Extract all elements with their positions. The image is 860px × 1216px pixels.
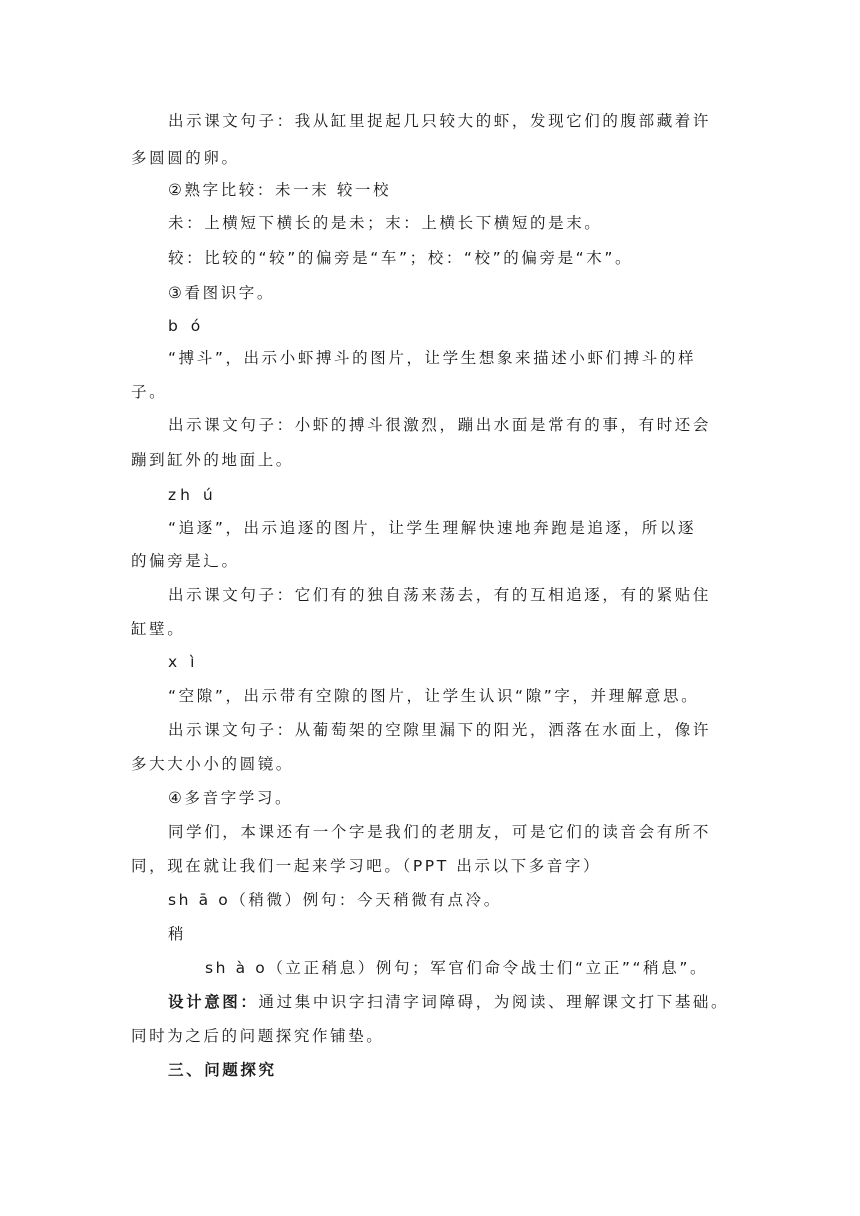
text-line: sh ā o（稍微）例句：今天稍微有点冷。 [168, 891, 502, 909]
text-line: 同，现在就让我们一起来学习吧。（PPT 出示以下多音字） [131, 857, 602, 875]
text-line: 稍 [168, 925, 187, 943]
text-line: sh à o（立正稍息）例句；军官们命令战士们“立正”“稍息”。 [205, 959, 709, 977]
text-line: “空隙”，出示带有空隙的图片，让学生认识“隙”字，并理解意思。 [168, 687, 700, 705]
text-line: 子。 [131, 383, 168, 401]
text-line: 同学们，本课还有一个字是我们的老朋友，可是它们的读音会有所不 [168, 823, 712, 841]
text-line: 同时为之后的问题探究作铺垫。 [131, 1027, 385, 1045]
text-line: 出示课文句子：它们有的独自荡来荡去，有的互相追逐，有的紧贴住 [168, 586, 712, 604]
pinyin-line: b ó [168, 317, 205, 335]
text-line: “追逐”，出示追逐的图片，让学生理解快速地奔跑是追逐，所以逐 [168, 519, 697, 537]
text-line: 出示课文句子：我从缸里捉起几只较大的虾，发现它们的腹部藏着许 [168, 112, 712, 130]
pinyin-line: x ì [168, 653, 199, 671]
text-line: 出示课文句子：从葡萄架的空隙里漏下的阳光，洒落在水面上，像许 [168, 721, 712, 739]
text-line: 出示课文句子：小虾的搏斗很激烈，蹦出水面是常有的事，有时还会 [168, 416, 712, 434]
pinyin-line: zh ú [168, 486, 217, 504]
text-line: 未：上横短下横长的是未；末：上横长下横短的是末。 [168, 214, 603, 232]
text-line: 多大大小小的圆镜。 [131, 755, 294, 773]
design-intent-line [168, 992, 729, 1012]
text-line: 的偏旁是辶。 [131, 552, 240, 570]
text-line: 蹦到缸外的地面上。 [131, 451, 294, 469]
text-line: 缸壁。 [131, 620, 186, 638]
text-line: ②熟字比较：未一末 较一校 [168, 181, 392, 199]
design-intent-label: 设计意图： [168, 993, 259, 1011]
text-line: ③看图识字。 [168, 284, 275, 302]
text-line: ④多音字学习。 [168, 789, 294, 807]
text-line: 多圆圆的卵。 [131, 149, 240, 167]
text-line: 较：比较的“较”的偏旁是“车”；校：“校”的偏旁是“木”。 [168, 249, 634, 267]
design-intent-text: 通过集中识字扫清字词障碍，为阅读、理解课文打下基础。 [258, 993, 730, 1011]
section-heading: 三、问题探究 [168, 1061, 277, 1079]
text-line: “搏斗”，出示小虾搏斗的图片，让学生想象来描述小虾们搏斗的样 [168, 349, 697, 367]
